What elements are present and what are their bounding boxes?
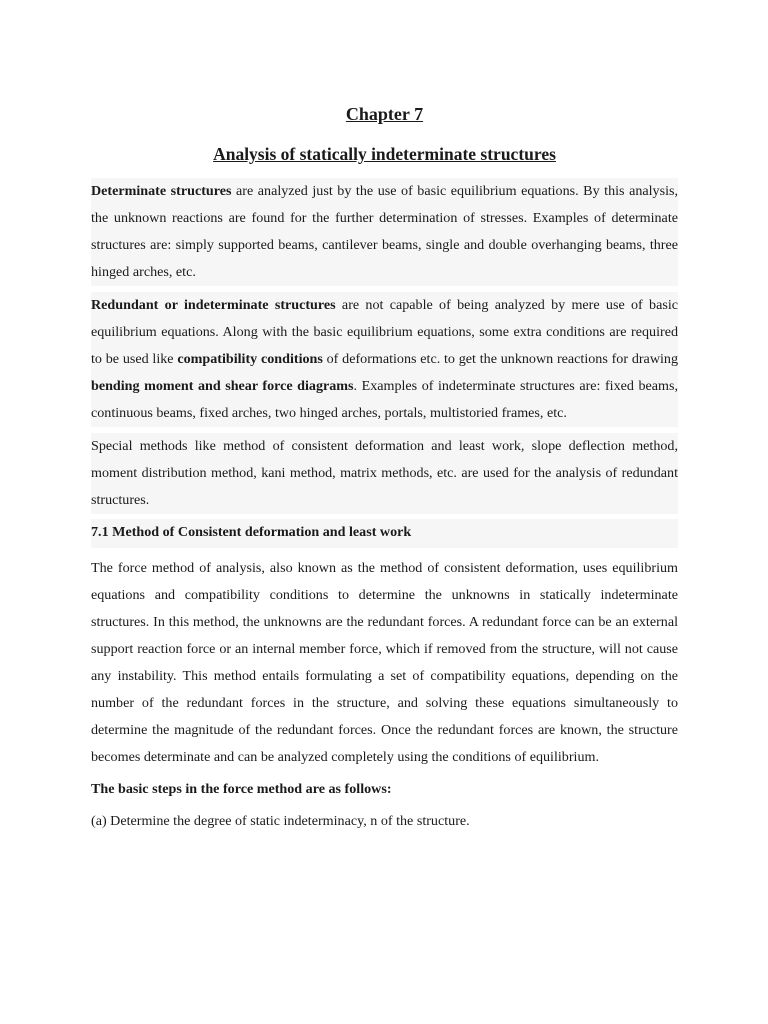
section-heading: 7.1 Method of Consistent deformation and least work	[91, 519, 678, 548]
paragraph-text: are analyzed just by the use of basic equilibrium equations. By this analysis, the unknown reactions are found for the further determination of stresses. Examples of determinate structures are: simply supported beams, cantilever beams, single and double overhanging beams, three hinged arches, etc.	[91, 183, 679, 280]
paragraph-special-methods: Special methods like method of consistent deformation and least work, slope deflection method, moment distribution method, kani method, matrix methods, etc. are used for the analysis of redundant structures.	[91, 433, 678, 514]
paragraph-text: . Examples of indeterminate structures are: fixed beams, continuous beams, fixed arches, two hinged arches, portals, multistoried frames, etc.	[91, 378, 678, 421]
paragraph-force-method: The force method of analysis, also known as the method of consistent deformation, uses equilibrium equations and compatibility conditions to determine the unknowns in statically indeterminate structures. In this method, the unknowns are the redundant forces. A redundant force can be an external support reaction force or an internal member force, which if removed from the structure, will not cause any instability. This method entails formulating a set of compatibility equations, depending on the number of the redundant forces in the structure, and solving these equations simultaneously to determine the magnitude of the redundant forces. Once the redundant forces are known, the structure becomes determinate and can be analyzed completely using the conditions of equilibrium.	[91, 560, 678, 765]
chapter-title: Analysis of statically indeterminate structures	[213, 144, 556, 164]
paragraph-text: are not capable of being analyzed by mere use of basic equilibrium equations. Along with the basic equilibrium equations, some extra conditions are required to be used like	[91, 297, 678, 367]
term-bm-sf-diagrams: bending moment and shear force diagrams	[91, 378, 354, 394]
steps-heading: The basic steps in the force method are as follows:	[91, 781, 392, 797]
chapter-heading: Chapter 7	[345, 104, 424, 124]
paragraph-text: of deformations etc. to get the unknown reactions for drawing	[322, 351, 679, 367]
step-a: (a) Determine the degree of static indeterminacy, n of the structure.	[91, 813, 470, 829]
term-indeterminate: Redundant or indeterminate structures	[91, 297, 336, 313]
paragraph-determinate	[91, 178, 678, 286]
document-page	[91, 96, 678, 835]
term-compatibility: compatibility conditions	[177, 351, 323, 367]
term-determinate: Determinate structures	[91, 183, 232, 199]
paragraph-indeterminate	[91, 292, 678, 427]
